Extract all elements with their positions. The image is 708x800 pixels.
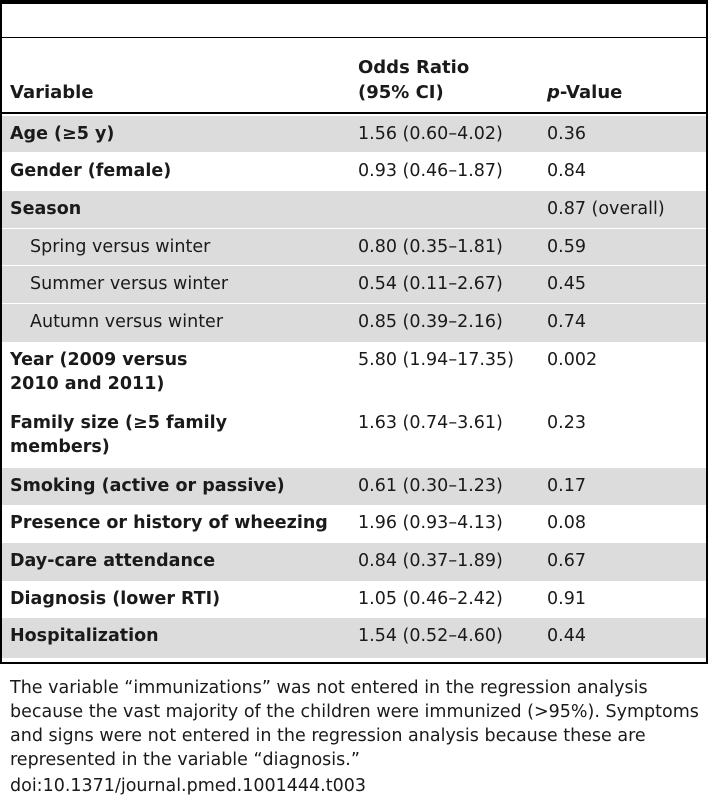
cell-p-value: 0.67 [547, 551, 586, 571]
doi-label: doi:10.1371/journal.pmed.1001444.t003 [10, 776, 366, 796]
cell-p-value: 0.23 [547, 413, 586, 433]
cell-p-value: 0.17 [547, 476, 586, 496]
cell-odds-ratio: 5.80 (1.94–17.35) [358, 350, 514, 370]
cell-variable-line2: 2010 and 2011) [10, 374, 165, 394]
header-variable: Variable [10, 82, 94, 103]
cell-p-value: 0.45 [547, 274, 586, 294]
header-p-italic: p [547, 82, 560, 103]
table-row [2, 405, 706, 468]
cell-variable: Smoking (active or passive) [10, 476, 285, 496]
table-footnote: The variable “immunizations” was not entered in the regression analysis because the vast majority of the children were immunized (>95%). Symptoms and signs were not entered in the regression analysis because these are represented in the variable “diagnosis.” [10, 678, 699, 770]
table-bottom-rule [0, 662, 708, 664]
cell-odds-ratio: 0.61 (0.30–1.23) [358, 476, 503, 496]
table-row [2, 229, 706, 266]
cell-p-value: 0.44 [547, 626, 586, 646]
header-p-rest: -Value [559, 82, 623, 103]
cell-p-value: 0.91 [547, 589, 586, 609]
top-border [0, 0, 708, 4]
cell-odds-ratio: 1.54 (0.52–4.60) [358, 626, 503, 646]
cell-p-value: 0.74 [547, 312, 586, 332]
cell-odds-ratio: 1.56 (0.60–4.02) [358, 124, 503, 144]
cell-p-value: 0.08 [547, 513, 586, 533]
cell-odds-ratio: 0.85 (0.39–2.16) [358, 312, 503, 332]
table-row [2, 116, 706, 153]
cell-variable: Autumn versus winter [30, 312, 224, 332]
table-row [2, 468, 706, 505]
header-p-value [547, 80, 622, 105]
cell-variable: Presence or history of wheezing [10, 513, 328, 533]
cell-variable-line1: Year (2009 versus [10, 350, 188, 370]
cell-p-value: 0.36 [547, 124, 586, 144]
cell-odds-ratio: 1.05 (0.46–2.42) [358, 589, 503, 609]
table-row [2, 304, 706, 342]
table-row [2, 266, 706, 304]
header-odds-ratio [358, 55, 469, 105]
cell-odds-ratio: 0.93 (0.46–1.87) [358, 161, 503, 181]
cell-odds-ratio: 0.54 (0.11–2.67) [358, 274, 503, 294]
cell-p-value: 0.87 (overall) [547, 199, 665, 219]
cell-p-value: 0.59 [547, 237, 586, 257]
header-odds-ratio-line1: Odds Ratio [358, 57, 470, 78]
cell-variable-line2: members) [10, 437, 110, 457]
cell-variable [10, 348, 340, 396]
cell-variable: Day-care attendance [10, 551, 216, 571]
table-row [2, 543, 706, 581]
cell-variable: Hospitalization [10, 626, 159, 646]
cell-variable: Diagnosis (lower RTI) [10, 589, 221, 609]
table-row [2, 342, 706, 405]
cell-odds-ratio: 1.63 (0.74–3.61) [358, 413, 503, 433]
table-row [2, 505, 706, 543]
cell-odds-ratio: 0.80 (0.35–1.81) [358, 237, 503, 257]
cell-variable: Age (≥5 y) [10, 124, 115, 144]
cell-p-value: 0.002 [547, 350, 598, 370]
cell-variable: Summer versus winter [30, 274, 229, 294]
cell-variable: Season [10, 199, 82, 219]
table-row [2, 191, 706, 229]
cell-variable: Gender (female) [10, 161, 172, 181]
cell-odds-ratio: 1.96 (0.93–4.13) [358, 513, 503, 533]
table-header [0, 38, 708, 114]
header-odds-ratio-line2: (95% CI) [358, 82, 444, 103]
cell-variable [10, 411, 340, 459]
table-row [2, 153, 706, 191]
table-row [2, 618, 706, 658]
cell-odds-ratio: 0.84 (0.37–1.89) [358, 551, 503, 571]
cell-variable: Spring versus winter [30, 237, 211, 257]
table-body [2, 116, 706, 658]
table-row [2, 581, 706, 618]
cell-p-value: 0.84 [547, 161, 586, 181]
cell-variable-line1: Family size (≥5 family [10, 413, 228, 433]
